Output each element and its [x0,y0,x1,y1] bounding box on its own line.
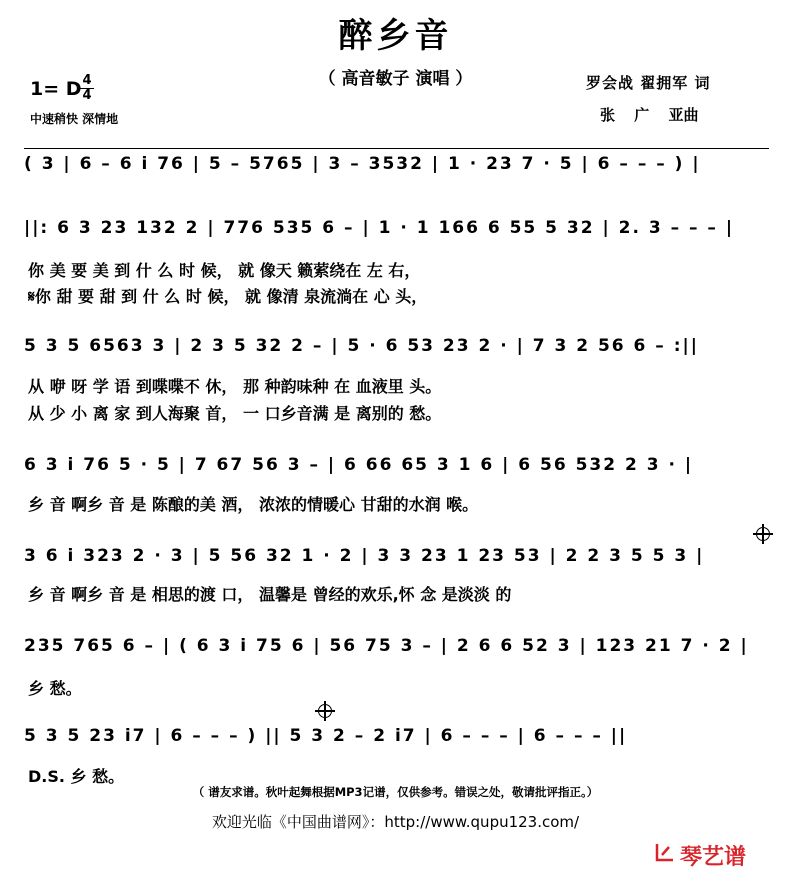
lyric-line-4: 从 少 小 离 家 到人海聚 首， 一 口乡音满 是 离别的 愁。 [28,404,442,423]
lyric-line-6: 乡 音 啊乡 音 是 相思的渡 口， 温馨是 曾经的欢乐,怀 念 是淡淡 的 [28,585,512,604]
key-signature: 1= D [30,78,82,100]
site-welcome: 欢迎光临《中国曲谱网》：http://www.qupu123.com/ [211,813,580,831]
singer-line: （ 高音敏子 演唱 ） [318,69,473,89]
watermark-text: 琴艺谱 [680,845,747,870]
score-row-6: 235 765 6 – | ( 6 3 i 75 6 | 56 75 3 – | 2 6 6 52 3 | 123 21 7 · 2 | [24,636,749,656]
lyric-line-2: 𝄋你 甜 要 甜 到 什 么 时 候， 就 像清 泉流淌在 心 头， [28,287,428,306]
song-title: 醉乡音 [338,16,453,56]
score-row-4: 6 3 i 76 5 · 5 | 7 67 56 3 – | 6 66 65 3 1 6 | 6 56 532 2 3 · | [24,455,694,475]
lyric-line-5: 乡 音 啊乡 音 是 陈酿的美 酒， 浓浓的情暖心 甘甜的水润 喉。 [28,495,479,514]
lyric-line-7: 乡 愁。 [28,679,82,698]
lyric-line-8: D.S. 乡 愁。 [28,767,125,786]
meter-bottom: 4 [80,88,94,103]
time-signature [80,74,94,103]
score-row-7: 5 3 5 23 i7 | 6 – – – ) || 5 3 2 – 2 i7 | 6 – – – | 6 – – – || [24,726,628,746]
coda-icon [756,527,770,541]
coda-icon [318,704,332,718]
score-row-1: ( 3 | 6 – 6 i 76 | 5 – 5765 | 3 – 3532 | 1 · 23 7 · 5 | 6 – – – ) | [24,154,701,174]
composer-credit: 张 广 亚曲 [600,106,699,124]
score-row-5: 3 6 i 323 2 · 3 | 5 56 32 1 · 2 | 3 3 23 1 23 53 | 2 2 3 5 5 3 | [24,546,705,566]
score-row-2: ||: 6 3 23 132 2 | 776 535 6 – | 1 · 1 166 6 55 5 32 | 2. 3 – – – | [24,218,735,238]
staff-separator [24,148,769,149]
watermark-logo-icon [654,841,676,863]
lyric-line-1: 你 美 要 美 到 什 么 时 候， 就 像天 籁萦绕在 左 右， [28,261,421,280]
lyricist-credit: 罗会战 翟拥军 词 [586,74,711,92]
meter-top: 4 [82,73,92,88]
tempo-marking: 中速稍快 深情地 [30,112,119,126]
score-row-3: 5 3 5 6563 3 | 2 3 5 32 2 – | 5 · 6 53 23 2 · | 7 3 2 56 6 – :|| [24,336,699,356]
lyric-line-3: 从 咿 呀 学 语 到喋喋不 休， 那 种韵味种 在 血液里 头。 [28,377,442,396]
transcription-note: （ 谱友求谱。秋叶起舞根据MP3记谱，仅供参考。错误之处，敬请批评指正。） [192,785,599,799]
